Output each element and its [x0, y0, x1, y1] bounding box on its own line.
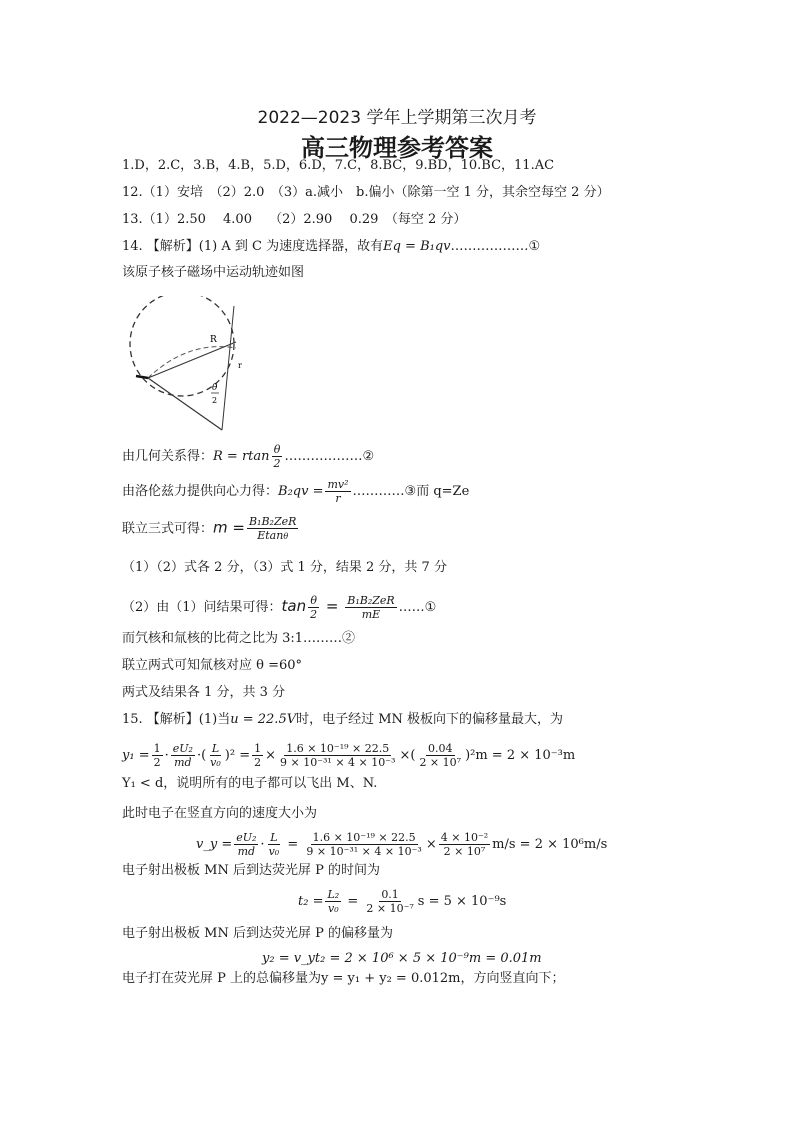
q14-figure-caption: 该原子核子磁场中运动轨迹如图 [122, 265, 305, 280]
q14-conclusion: 联立两式可知氚核对应 θ =60° [122, 658, 303, 673]
q15-vy-equation: v_y = $\frac{\text{eU₂}}{md}$ · $\frac{L}{\text{v₀}}$ = $\frac{\text{1.6 × 10⁻¹⁹ × 22.5}}{\text{9 × 10⁻³¹ × 4 × 10⁻³}}$ × $\frac{\text{4 × 10⁻²}}{\text{2 × 10⁷}}$ m/s = 2 × 10⁶m/s [196, 831, 608, 858]
exam-title: 2022—2023 学年上学期第三次月考 [257, 108, 537, 128]
q15-y1-equation: y₁ = $\frac{1}{2}$ · $\frac{\text{eU₂}}{md}$ ·( $\frac{L}{\text{v₀}}$ )² = $\frac{1}{2}$ × $\frac{\text{1.6 × 10⁻¹⁹ × 22.5}}{\text{9 × 10⁻³¹ × 4 × 10⁻³}}$ ×( $\frac{0.04}{\text{2 × 10⁷}}$ )²m = 2 × 10⁻³m [122, 742, 576, 769]
q13-answers: 13.（1）2.50 4.00 （2）2.90 0.29 （每空 2 分） [122, 212, 467, 227]
q15-line1: 15. 【解析】(1)当u = 22.5V时，电子经过 MN 极板向下的偏移量最大，为 [122, 712, 564, 727]
q15-total-offset: 电子打在荧光屏 P 上的总偏移量为y = y₁ + y₂ = 0.012m，方向竖直向下； [122, 971, 565, 986]
label-R: R [210, 335, 217, 345]
q14-line1: 14. 【解析】(1) A 到 C 为速度选择器，故有Eq = B₁qv………………① [122, 239, 541, 254]
label-theta: θ [212, 383, 218, 393]
label-two: 2 [212, 396, 218, 405]
q15-y2-intro: 电子射出极板 MN 后到达荧光屏 P 的偏移量为 [122, 926, 393, 941]
choice-answers: 1.D，2.C，3.B，4.B，5.D，6.D，7.C，8.BC，9.BD，10.BC，11.AC [122, 158, 555, 173]
trajectory-diagram [126, 296, 246, 436]
chord-line [148, 378, 222, 430]
q14-score1: （1）（2）式各 2 分，（3）式 1 分，结果 2 分，共 7 分 [122, 560, 447, 575]
field-boundary-arc [148, 347, 236, 378]
q15-t2-equation: t₂ = $\frac{\text{L₂}}{\text{v₀}}$ = $\frac{0.1}{\text{2 × 10⁻⁷}}$ s = 5 × 10⁻⁹s [298, 888, 507, 915]
q15-y2-equation: y₂ = v_yt₂ = 2 × 10⁶ × 5 × 10⁻⁹m = 0.01m [262, 951, 542, 966]
q12-answers: 12.（1）安培 （2）2.0 （3）a.减小 b.偏小（除第一空 1 分，其余空每空 2 分） [122, 185, 610, 200]
label-r: r [238, 361, 242, 370]
answer-title: 高三物理参考答案 [301, 134, 493, 162]
q14-part2: （2）由（1）问结果可得：tan $\frac{\theta}{2}$ = $\frac{\text{B₁B₂ZeR}}{mE}$ ……① [122, 594, 437, 621]
radius-R-line [148, 342, 236, 378]
q14-combine: 联立三式可得：m = $\frac{\text{B₁B₂ZeR}}{Etan\theta}$ [122, 515, 297, 542]
trajectory-circle [130, 296, 234, 396]
entry-path [136, 376, 148, 378]
q15-vy-intro: 此时电子在竖直方向的速度大小为 [122, 806, 318, 821]
q14-score2: 两式及结果各 1 分，共 3 分 [122, 685, 286, 700]
q14-geometry: 由几何关系得：R = rtan $\frac{\theta}{2}$ ………………② [122, 443, 375, 470]
q14-ratio: 而氕核和氚核的比荷之比为 3:1………② [122, 631, 356, 646]
radius-r-line [222, 306, 234, 430]
q14-lorentz: 由洛伦兹力提供向心力得：B₂qv = $\frac{\text{mv²}}{r}$ …………③而 q=Ze [122, 478, 470, 505]
q15-y1-condition: Y₁ < d，说明所有的电子都可以飞出 M、N. [122, 776, 378, 791]
q15-t2-intro: 电子射出极板 MN 后到达荧光屏 P 的时间为 [122, 863, 380, 878]
